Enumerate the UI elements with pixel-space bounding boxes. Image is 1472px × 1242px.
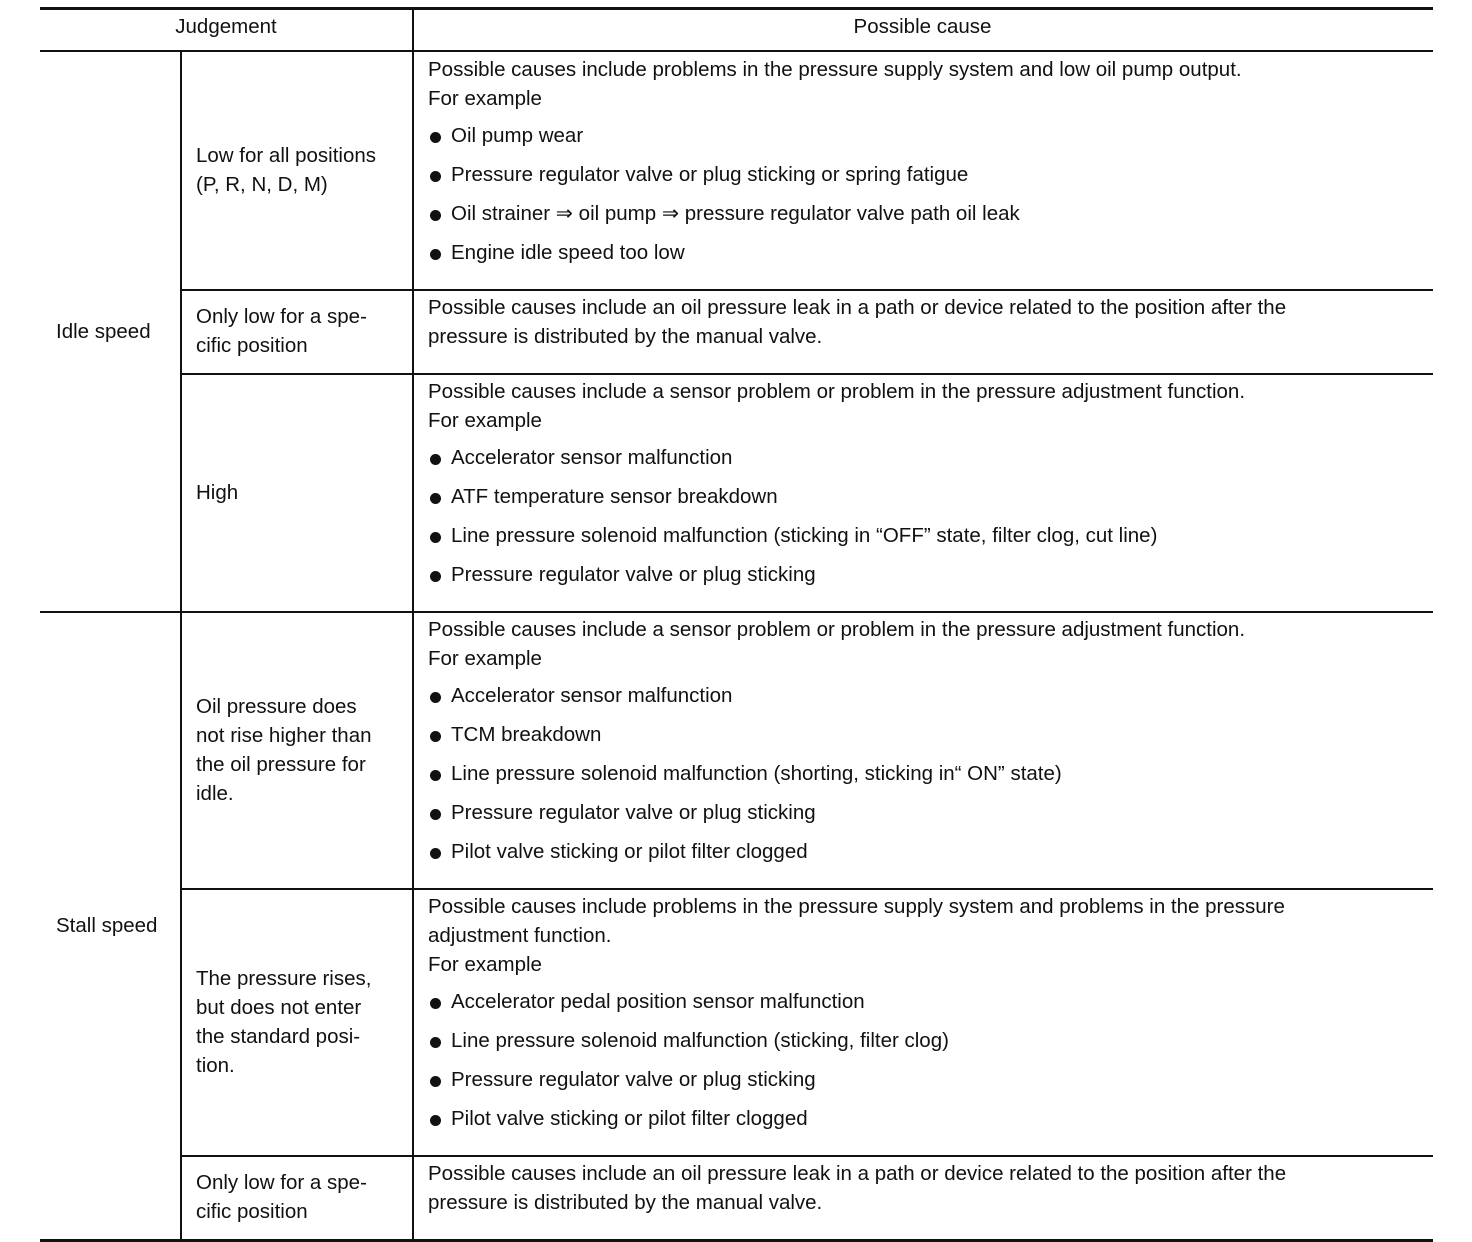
diagnosis-table [40,0,1433,1223]
row-divider [180,373,1433,375]
col-divider-1 [180,611,182,1239]
cause-bullet-item: Pressure regulator valve or plug sticking or spring fatigue [451,163,969,186]
cause-intro-line: Possible causes include a sensor problem or problem in the pressure adjustment function. [428,380,1246,403]
judgement-condition-line: High [196,480,239,504]
bullet-icon [430,171,441,182]
judgement-condition-line: Only low for a spe- [196,305,367,328]
cause-bullet-item: Pilot valve sticking or pilot filter clogged [451,1107,808,1130]
row-divider [180,289,1433,291]
bullet-icon [430,249,441,260]
bullet-icon [430,809,441,820]
cause-bullet-item: Accelerator sensor malfunction [451,446,733,469]
judgement-condition-line: cific position [196,334,308,357]
bullet-icon [430,692,441,703]
cause-bullet-item: Line pressure solenoid malfunction (sticking, filter clog) [451,1029,949,1052]
judgement-condition-line: but does not enter [196,995,362,1019]
header-judgement: Judgement [175,15,277,38]
cause-bullet-item: Line pressure solenoid malfunction (shorting, sticking in“ ON” state) [451,762,1062,785]
bullet-icon [430,848,441,859]
cause-intro-line: pressure is distributed by the manual valve. [428,325,823,348]
cause-bullet-item: Pressure regulator valve or plug sticking [451,563,816,586]
bullet-icon [430,731,441,742]
col-divider-1 [180,51,182,611]
judgement-group-label: Stall speed [56,914,158,937]
cause-bullet-item: Line pressure solenoid malfunction (sticking in “OFF” state, filter clog, cut line) [451,524,1158,547]
cause-bullet-item: Pressure regulator valve or plug sticking [451,801,816,824]
header-col-divider [412,8,414,50]
judgement-condition-line: (P, R, N, D, M) [196,173,328,196]
col-divider-2 [412,611,414,1239]
judgement-condition-line: idle. [196,781,234,805]
cause-intro-line: Possible causes include problems in the pressure supply system and low oil pump output. [428,58,1242,81]
bullet-icon [430,1115,441,1126]
judgement-condition-line: The pressure rises, [196,966,372,990]
top-rule [40,7,1433,10]
bullet-icon [430,1037,441,1048]
cause-bullet-item: Accelerator sensor malfunction [451,684,733,707]
cause-intro-line: Possible causes include a sensor problem or problem in the pressure adjustment function. [428,618,1246,641]
col-divider-2 [412,51,414,611]
judgement-condition-line: the standard posi- [196,1024,361,1048]
cause-intro-line: For example [428,87,542,110]
bullet-icon [430,532,441,543]
judgement-condition-line: cific position [196,1200,308,1223]
cause-bullet-item: Pressure regulator valve or plug sticking [451,1068,816,1091]
cause-intro-line: For example [428,953,542,976]
bullet-icon [430,493,441,504]
bullet-icon [430,571,441,582]
bullet-icon [430,1076,441,1087]
judgement-condition-line: the oil pressure for [196,752,366,776]
row-divider [180,888,1433,890]
row-divider [180,1155,1433,1157]
cause-intro-line: Possible causes include an oil pressure leak in a path or device related to the position after the [428,1162,1287,1185]
cause-bullet-item: Oil pump wear [451,124,584,147]
cause-bullet-item: TCM breakdown [451,723,602,746]
cause-intro-line: adjustment function. [428,924,612,947]
judgement-condition-line: Low for all positions [196,144,377,167]
cause-intro-line: Possible causes include problems in the pressure supply system and problems in the pressure [428,895,1285,918]
cause-bullet-item: Engine idle speed too low [451,241,685,264]
cause-bullet-item: Oil strainer ⇒ oil pump ⇒ pressure regulator valve path oil leak [451,202,1020,225]
bullet-icon [430,210,441,221]
cause-intro-line: pressure is distributed by the manual valve. [428,1191,823,1214]
bullet-icon [430,454,441,465]
header-divider [40,50,1433,52]
header-possible-cause: Possible cause [853,15,992,38]
bullet-icon [430,132,441,143]
cause-intro-line: For example [428,647,542,670]
bullet-icon [430,770,441,781]
cause-bullet-item: Accelerator pedal position sensor malfunction [451,990,865,1013]
group-divider [40,611,1433,613]
cause-bullet-item: Pilot valve sticking or pilot filter clogged [451,840,808,863]
bullet-icon [430,998,441,1009]
judgement-condition-line: Oil pressure does [196,694,357,718]
judgement-condition-line: Only low for a spe- [196,1171,367,1194]
cause-bullet-item: ATF temperature sensor breakdown [451,485,778,508]
judgement-condition-line: not rise higher than [196,723,372,747]
cause-intro-line: For example [428,409,542,432]
judgement-condition-line: tion. [196,1053,235,1077]
cause-intro-line: Possible causes include an oil pressure leak in a path or device related to the position after the [428,296,1287,319]
judgement-group-label: Idle speed [56,320,151,343]
